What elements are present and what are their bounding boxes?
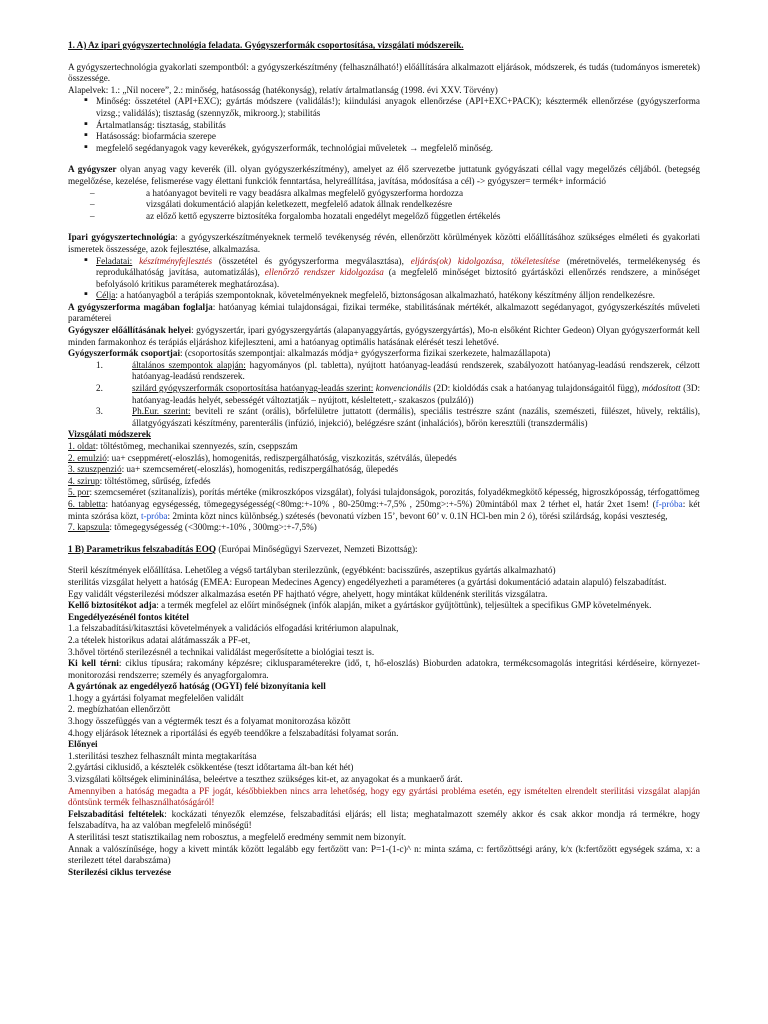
vizsg-text: : tömegegységesség (<300mg:+-10% , 300mg>:+-7,5%) [109,522,317,533]
ogyi-item: 4.hogy eljárások léteznek a riportálási és egyéb teendőkre a felszabadítási folyamat során. [68,727,399,738]
bullet-item: ▪ Minőség: összetétel (API+EXC); gyártás módszere (validálás!); kiindulási anyagok ellenőrzése (API+EXC+PACK); késztermék ellenőrzése (gyógyszerforma vizsg.; validálás); tisztaság (szennyzők, mikroorg.); stabilitás [96,96,700,119]
vizsg-text: : hatóanyag egységesség, tömegegységesség(<80mg:+-10% , 80-250mg:+-7,5% , 250mg>:+-5%) 20mintából max 2 térhet el, határ 2xet 1sem! ( [105,498,656,509]
vizsg-label: 6. tabletta [68,498,106,509]
group-number: 3. [96,406,103,417]
csoport-term: Gyógyszerformák csoportjai [68,348,181,359]
feladatai-text-3: (a megfelelő minőséget biztosító gyártásközi ellenőrzés rendszere, a minőséget befolyásoló kritikus paraméterek meghatározása). [96,267,700,289]
paragraph: Egy validált végsterilezési módszer alkalmazása esetén PF hajtható végre, ahelyett, hogy mintákat küldenénk sterilitás vizsgálatra. [68,588,548,599]
vizsg-item [68,453,700,465]
feladatai-text-2: (méretnövelés, termelékenység és reprodukálhatóság javítása, automatizálás), [96,255,701,278]
section-2-title-bold: 1 B) Parametrikus felszabadítás EOQ [68,543,217,554]
ogyi-item: 2. megbízhatóan ellenőrzött [68,704,171,715]
vizsg-item [68,522,700,534]
bullet-item: ▪ Ártalmatlanság: tisztaság, stabilitás [96,120,700,132]
ogyi-title: A gyártónak az engedélyező hatóság (OGYI) felé bizonyítania kell [68,681,326,692]
probability-paragraph: Annak a valószínűsége, hogy a kivett minták között legalább egy fertőzött van: P=1-(1-c)^ n: minta száma, c: fertőzöttségi arány, k/x (k:fertőzött egységek száma, x: a sterilezett tétel darabszáma) [68,843,700,866]
vizsg-text: : töltéstömeg, sűrűség, ízfedés [99,475,211,486]
feladatai-text-1: (összetétel és gyógyszerforma megválasztása), [212,255,404,266]
eng-item: 2.a tételek historikus adatai alátámasszák a PF-et, [68,634,251,645]
forma-definition [68,302,700,325]
feladatai-label: Feladatai: [96,255,133,266]
celja-label: Célja [96,290,116,301]
group-label: szilárd gyógyszerformák csoportosítása hatóanyag-leadás szerint: [132,383,374,394]
group-label: általános szempontok alapján: [132,359,246,370]
section-2-title [68,544,700,556]
section-2-title-rest: (Európai Minőségügyi Szervezet, Nemzeti Bizottság): [216,543,418,554]
paragraph: Steril készítmények előállítása. Lehetőleg a végső tartályban sterilezzünk, (egyébként: bacisszűrés, aszeptikus gyártás alkalmazható) [68,565,556,576]
vizsg-text: : szemcseméret (szitanalízis), porítás mértéke (mikroszkópos vizsgálat), folyási tulajdonságok, porozitás, folyadékmegkötő képesség, higroszkóposság, térfogattömeg [89,487,700,498]
dash-list [68,188,700,223]
ipari-text: : a gyógyszerkészítményeknek termelő tevékenység révén, ellenőrzött körülmények közötti előállításához szükséges elméleti és gyakorlati ismeretek összessége, azok fejlesztése, alkalmazása. [68,232,700,254]
group-item [96,383,701,406]
vizsg-text: : ua+ cseppméret(-eloszlás), homogenitás, rediszpergálhatóság, viszkozitás, szétválás, ülepedés [106,452,457,463]
paragraph: sterilitás vizsgálat helyett a hatóság (EMEA: European Medecines Agency) engedélyezheti a paraméteres (a gyártási dokumentáció adatain alapuló) felszabadítást. [68,576,667,587]
kikell-term: Ki kell térni [68,658,119,669]
vizsg-text-3: : 2minta közt nincs különbség.) szétesés (bevonatú vízben 15’, bevont 60’ v. 0.1N HCl-ben min 2 ó), törési szilárdság, kopási veszteség, [167,510,668,521]
engedelyezes-title: Engedélyezésénél fontos kitétel [68,611,189,622]
vizsg-text: : töltéstömeg, mechanikai szennyezés, szín, cseppszám [95,441,298,451]
csoport-definition [68,348,700,360]
group-italic-1: konvencionális [375,383,431,394]
vizsg-item [68,476,700,488]
group-italic-2: módosított [641,383,681,394]
group-item [96,359,700,383]
celja-text: : a hatóanyagból a terápiás szempontoknak, követelményeknek megfelelő, biztonságosan alkalmazható, hatékony készítmény álljon rendelkezésre. [115,290,655,301]
feladatai-red-3: ellenőrző rendszer kidolgozása [264,267,384,278]
elonyei-title: Előnyei [68,739,98,750]
group-text-3: (3D: hatóanyag-leadás helyét, sebességét változtatják – nyújtott, késleltetett,- szakaszos (pulzáló)) [132,383,701,405]
group-text: hagyományos (pl. tabletta), nyújtott hatóanyag-leadású rendszerek, szabályozott hatóanyag-leadású rendszerek, célzott hatóanyag-leadású rendszerek. [132,359,700,382]
document-page [68,40,700,878]
alapelvek-paragraph: Alapelvek: 1.: „Nil nocere”, 2.: minőség, hatásosság (hatékonyság), relatív ártalmatlanság (1998. évi XXV. Törvény) [68,84,498,95]
group-text-2: (2D: kioldódás csak a hatóanyag tulajdonságaitól függ), [430,383,642,394]
vizsg-item [68,464,700,476]
dash-item: – az előző kettő egyszerre biztosítéka forgalomba hozatali engedélyt megelőző független értékelés [68,211,700,223]
feladatai-celja-list [68,256,700,302]
ogyi-item: 3.hogy összefüggés van a végtermék teszt és a folyamat monitorozása között [68,716,351,727]
vizsg-label: 1. oldat [68,441,96,451]
forma-term: A gyógyszerforma magában foglalja [68,301,213,312]
vizsg-label: 7. kapszula [68,522,110,533]
vizsgalati-title: Vizsgálati módszerek [68,429,151,440]
quality-bullet-list [68,96,700,154]
feladatai-red-1: készítményfejlesztés [139,255,213,266]
vizsg-label: 2. emulzió [68,452,107,463]
paragraph: A sterilitási teszt statisztikailag nem robosztus, a megfelelő eredmény semmit nem bizonyít. [68,832,407,842]
vizsg-label: 3. szuszpenzió [68,464,122,475]
kikell-text: : ciklus típusára; rakomány képzésre; ciklusparaméterekre (idő, t, hő-eloszlás) Bioburden adatokra, termékcsomagolás integritási kérdéseire, környezet-monitorozási rendszerre; személy és anyagforgalomra. [68,658,700,680]
vizsg-text: : ua+ szemcseméret(-eloszlás), homogenitás, rediszpergálhatóság, ülepedés [121,464,399,475]
kello-term: Kellő biztosítékot adja [68,600,157,611]
vizsg-item [68,441,700,453]
intro-paragraph: A gyógyszertechnológia gyakorlati szempontból: a gyógyszerkészítmény (felhasználható!) előállítására alkalmazott eljárások, módszerek, és tudás (tudományos ismeretek) összessége. [68,61,700,84]
forma-text: : hatóanyag kémiai tulajdonságai, fizikai terméke, stabilitásának mértékét, alkalmazott segédanyagot, gyógyszerkészítés műveleti paraméterei [68,301,700,324]
ogyi-item: 1.hogy a gyártási folyamat megfelelően validált [68,692,244,703]
eng-item: 1.a felszabadítási/kitasztási követelmények a validációs elfogadási kritériumon alapulnak, [68,623,399,634]
elonyei-item: 3.vizsgálati költségek elimininálása, beleértve a teszthez szükséges kit-et, az anyagokat és a munkaerő árát. [68,774,463,785]
vizsg-item [68,499,700,522]
group-text: beviteli re szánt (orális), bőrfelületre juttatott (dermális), speciális testrészre szánt (nazális, szemészeti, fülészet, hüvely, rektális), állatgyógyászati készítmény, parenterális (infúzió, injekció), belégzésre szánt (inhalációs), bőrön keresztüli (transzdermális) [132,406,700,428]
celja-item [96,290,700,302]
vizsg-text-2: : két minta szórása közt, [68,498,700,521]
feltetelek-term: Felszabadítási feltételek [68,808,165,819]
group-number: 2. [96,383,103,394]
kello-text: : a termék megfelel az előírt minőségnek (infók alapján, miket a gyártáskor gyűjtöttünk), teljesültek a specifikus GMP követelmények. [156,600,652,611]
helyei-term: Gyógyszer előállításának helyei [68,325,192,336]
helyei-definition [68,325,700,348]
gyogyszer-term: A gyógyszer [68,164,117,175]
feltetelek-definition [68,809,700,832]
elonyei-item: 2.gyártási ciklusidő, a késztelék csökkentése (teszt időtartama ált-ban két hét) [68,762,354,773]
vizsg-label: 5. por [68,487,90,498]
bullet-item: ▪ Hatásosság: biofarmácia szerepe [96,131,700,143]
ipari-definition [68,232,700,255]
warning-paragraph: Amennyiben a hatóság megadta a PF jogát, későbbiekben nincs arra lehetőség, hogy egy gyártási probléma esetén, egy ismételten elrendelt sterilitási vizsgálat alapján döntsünk termék felhasználhatóságáról! [68,785,700,808]
feladatai-red-2: eljárás(ok) kidolgozása, tökéletesítése [410,255,560,266]
group-label: Ph.Eur. szerint: [132,406,191,417]
bullet-item: ▪ megfelelő segédanyagok vagy keverékek, gyógyszerformák, technológiai műveletek → megfelelő minőség. [96,143,700,155]
ipari-term: Ipari gyógyszertechnológia [68,232,176,243]
helyei-text: : gyógyszertár, ipari gyógyszergyártás (alapanyaggyártás, gyógyszergyártás), Mo-n elsőként Richter Gedeon) Olyan gyógyszerformát kell minden farmakonhoz és terápiás eljáráshoz kifejleszteni, ami a hatóanyag optimális hatásának elérését teszi lehetővé. [68,325,700,347]
dash-item: – vizsgálati dokumentáció alapján keletkezett, megfelelő adatok állnak rendelkezésre [68,199,700,211]
kello-definition [68,600,700,612]
dash-item: – a hatóanyagot beviteli re vagy beadásra alkalmas megfelelő gyógyszerforma hordozza [68,188,700,200]
vizsg-item [68,487,700,499]
feladatai-item [96,256,700,291]
f-proba-link: f-próba [655,498,683,509]
ciklus-title: Sterilezési ciklus tervezése [68,866,172,877]
elonyei-item: 1.sterilitási teszhez felhasznált minta megtakarítása [68,750,257,761]
eng-item: 3.hővel történő sterilezésnél a technikai validálást megerősítette a biológiai teszt is. [68,646,375,657]
group-number: 1. [96,359,103,370]
kikell-definition [68,658,700,681]
groups-list [68,360,700,430]
vizsg-label: 4. szirup [68,475,100,486]
gyogyszer-definition [68,164,700,187]
group-item [96,406,700,429]
feltetelek-text: : kockázati tényezők elemzése, felszabadítási eljárás; ell lista; meghatalmazott személy akkor és csak akkor mondja rá termékre, hogy felszabadítva, ha az valóban megfelelő minőségű! [68,808,701,831]
gyogyszer-text: olyan anyag vagy keverék (ill. olyan gyógyszerkészítmény), amelyet az élő szervezetbe juttatunk gyógyászati céllal vagy megelőzés céljából. (betegség megelőzése, kezelése, felismerése vagy élettani funkciók fenntartása, helyreállítása, javítása, módosítása a cél) -> gyógyszer= termék+ információ [68,164,700,186]
section-1-title: 1. A) Az ipari gyógyszertechnológia feladata. Gyógyszerformák csoportosítása, vizsgálati módszereik. [68,40,464,50]
csoport-text: : (csoportosítás szempontjai: alkalmazás módja+ gyógyszerforma fizikai szerkezete, halmazállapota) [180,348,551,359]
t-proba-link: t-próba [140,510,168,521]
